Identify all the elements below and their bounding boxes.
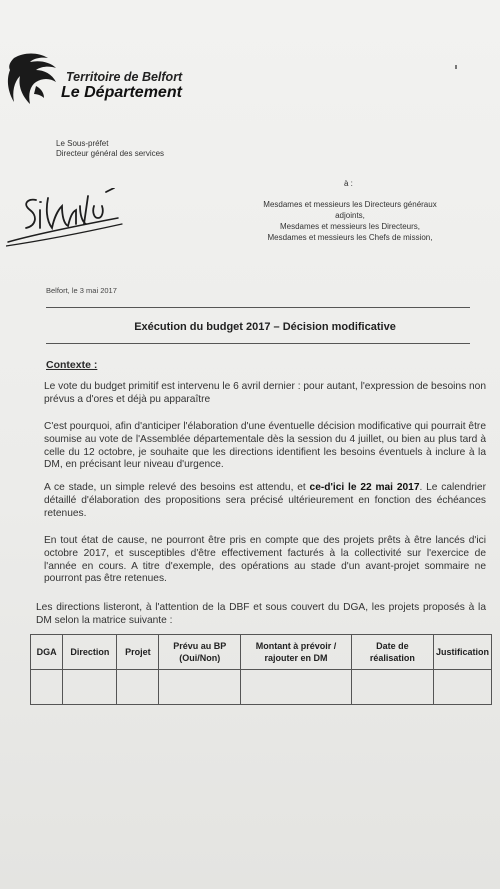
recipient-line: adjoints, [335, 211, 365, 220]
sender-block [56, 139, 164, 159]
col-header-direction: Direction [63, 635, 117, 670]
sender-role: Directeur général des services [56, 149, 165, 158]
table-cell [31, 670, 63, 705]
recipient-line: Mesdames et messieurs les Directeurs généraux [263, 200, 437, 209]
col-header-montant: Montant à prévoir / rajouter en DM [241, 635, 352, 670]
recipient-line: Mesdames et messieurs les Directeurs, [279, 222, 421, 231]
deadline-text: ce-d'ici le 22 mai 2017 [309, 482, 420, 493]
projects-matrix-table [30, 634, 492, 705]
recipient-list [232, 199, 468, 243]
page-mark [455, 65, 457, 69]
letter-date: Belfort, le 3 mai 2017 [46, 286, 117, 295]
table-cell [159, 670, 241, 705]
sender-title: Le Sous-préfet [56, 139, 109, 148]
table-cell [117, 670, 159, 705]
paragraph-4: En tout état de cause, ne pourront être pris en compte que des projets prêts à être lancés d'ici octobre 2017, et susceptibles d'être effectivement facturés à la collectivité sur l'exercice de l'année en cours. A titre d'exemple, des opérations au stade d'un avant-projet sommaire ne pourront pas être retenues. [44, 535, 486, 585]
title-rule-bottom [46, 343, 470, 344]
org-name-line2: Le Département [61, 84, 182, 101]
letter-title: Exécution du budget 2017 – Décision modificative [134, 321, 396, 333]
recipient-line: Mesdames et messieurs les Chefs de mission, [267, 233, 433, 242]
col-header-prevu-bp: Prévu au BP (Oui/Non) [159, 635, 241, 670]
recipient-prefix: à : [344, 179, 353, 188]
paragraph-3-start: A ce stade, un simple relevé des besoins est attendu, et [44, 482, 310, 493]
paragraph-1: Le vote du budget primitif est intervenu le 6 avril dernier : pour autant, l'expression de besoins non prévus a d'ores et déjà pu apparaître [44, 381, 486, 405]
table-cell [351, 670, 433, 705]
col-header-date: Date de réalisation [351, 635, 433, 670]
section-heading: Contexte : [46, 359, 98, 371]
handwritten-signature [6, 188, 126, 250]
title-rule-top [46, 307, 470, 308]
table-cell [241, 670, 352, 705]
paragraph-3 [44, 482, 486, 520]
col-header-dga: DGA [31, 635, 63, 670]
table-row [31, 670, 492, 705]
org-name-line1: Territoire de Belfort [66, 70, 183, 84]
paragraph-2: C'est pourquoi, afin d'anticiper l'élaboration d'une éventuelle décision modificative qui pourrait être soumise au vote de l'Assemblée départementale dès la session du 4 juillet, ou bien au plus tard à celle du 12 octobre, je souhaite que les directions identifient les besoins éventuels à inclure à la DM, en précisant leur niveau d'urgence. [44, 421, 486, 471]
paragraph-5: Les directions listeront, à l'attention de la DBF et sous couvert du DGA, les projets proposés à la DM selon la matrice suivante : [36, 602, 486, 626]
table-cell [433, 670, 491, 705]
paragraph-3-end: . Le calendrier détaillé d'élaboration des propositions sera précisé ultérieurement en fonction des échéances retenues. [44, 482, 486, 519]
col-header-justification: Justification [433, 635, 491, 670]
table-header-row [31, 635, 492, 670]
col-header-projet: Projet [117, 635, 159, 670]
table-cell [63, 670, 117, 705]
lion-head-logo-icon [6, 52, 68, 118]
